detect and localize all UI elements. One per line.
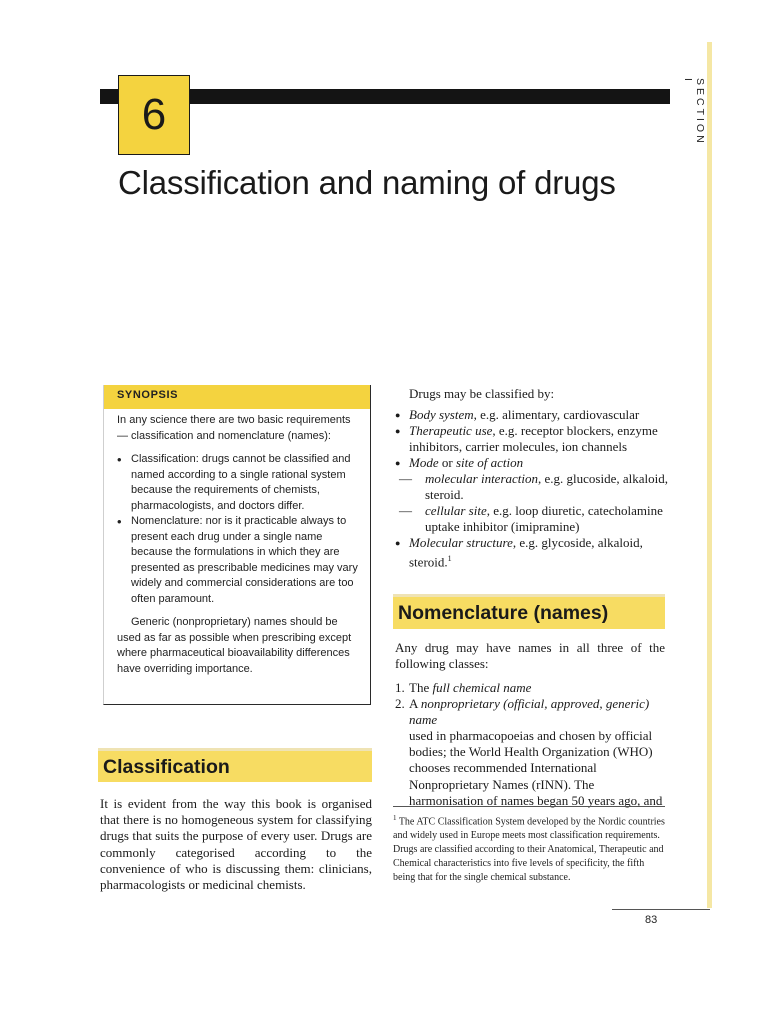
therapeutic-cont: inhibitors, carrier molecules, ion channels xyxy=(409,439,628,454)
nomenclature-intro: Any drug may have names in all three of the following classes: xyxy=(395,640,665,672)
synopsis-box xyxy=(103,385,371,705)
name-class-item-1 xyxy=(395,680,665,696)
synopsis-bullet-nomenclature: • Nomenclature: nor is it practicable always to present each drug under a single name because the formulations in which they are presented as prescribable medicines may vary widely and commercial considerations are too often paramount. xyxy=(117,514,358,607)
item2-label: nonproprietary (official, approved, generic) name xyxy=(409,696,650,728)
item2-prefix: A xyxy=(409,696,421,712)
synopsis-heading: SYNOPSIS xyxy=(104,385,370,409)
site-label: site of action xyxy=(455,455,524,470)
molecular-structure-text: , e.g. glycoside, alkaloid, xyxy=(512,535,643,550)
page-number-rule xyxy=(612,909,710,910)
footnote-divider xyxy=(393,806,665,807)
sub-item-molecular-interaction xyxy=(395,471,670,503)
synopsis-intro: In any science there are two basic requirements — classification and nomenclature (names): xyxy=(117,414,351,442)
nomenclature-heading: Nomenclature (names) xyxy=(393,594,665,629)
synopsis-closing: Generic (nonproprietary) names should be used as far as possible when prescribing except where pharmaceutical bioavailability differences have overriding importance. xyxy=(117,616,352,675)
cellular-site-cont: uptake inhibitor (imipramine) xyxy=(425,519,580,534)
classification-paragraph: It is evident from the way this book is organised that there is no homogeneous system for classifying drugs that suits the purpose of every user. Drugs are commonly categorised according to the convenience of who is discussing them: clinicians, pharmacologists or medicinal chemists. xyxy=(100,796,372,893)
criterion-therapeutic-use xyxy=(395,423,670,455)
classified-by-intro: Drugs may be classified by: xyxy=(409,386,555,401)
body-system-label: Body system xyxy=(409,407,474,422)
molecular-structure-cont: steroid. xyxy=(409,554,448,570)
dash-mark: — xyxy=(399,503,412,518)
mode-label: Mode xyxy=(409,455,439,470)
footnote-text: The ATC Classification System developed by the Nordic countries and widely used in Europe meets most classification requirements. Drugs are classified according to their Anatomical, Therapeutic and Chemical characteristics into five levels of specificity, the fifth being that for the single chemical substance. xyxy=(393,816,665,884)
synopsis-bullet-classification: • Classification: drugs cannot be classified and named according to a single rational system because the requirements of chemists, pharmacologists, and doctors differ. xyxy=(117,452,358,514)
name-classes-list xyxy=(395,680,665,809)
section-side-rule xyxy=(707,42,712,908)
molecular-interaction-label: molecular interaction xyxy=(425,471,539,486)
chapter-number-box: 6 xyxy=(118,75,190,155)
body-system-text: , e.g. alimentary, cardiovascular xyxy=(473,407,640,422)
footnote xyxy=(393,811,667,885)
item1-prefix: The xyxy=(409,680,433,695)
therapeutic-label: Therapeutic use xyxy=(409,423,493,438)
item-number: 2. xyxy=(395,696,405,712)
criterion-molecular-structure xyxy=(395,535,670,570)
page-number: 83 xyxy=(645,914,658,926)
item1-label: full chemical name xyxy=(432,680,532,695)
name-class-item-2 xyxy=(395,696,665,809)
mode-or: or xyxy=(438,455,456,470)
criterion-mode-site xyxy=(395,455,670,471)
classification-criteria-list xyxy=(395,407,670,570)
synopsis-bullets xyxy=(117,452,358,607)
item-number: 1. xyxy=(395,680,405,695)
cellular-site-label: cellular site xyxy=(425,503,487,518)
molecular-interaction-cont: steroid. xyxy=(425,487,464,502)
sub-item-cellular-site xyxy=(395,503,670,535)
criterion-body-system xyxy=(395,407,670,423)
cellular-site-text: , e.g. loop diuretic, catecholamine xyxy=(486,503,663,518)
classification-heading: Classification xyxy=(98,748,372,782)
item2-text: used in pharmacopoeias and chosen by official bodies; the World Health Organization (WHO) chooses recommended International Nonproprietary Names (rINN). The harmonisation of names began 50 years ago, and xyxy=(409,728,663,808)
chapter-title: Classification and naming of drugs xyxy=(118,164,616,201)
footnote-ref: 1 xyxy=(447,554,452,563)
dash-mark: — xyxy=(399,471,412,486)
footnote-marker: 1 xyxy=(393,814,397,822)
therapeutic-text: , e.g. receptor blockers, enzyme xyxy=(492,423,658,438)
section-tab: SECTION I xyxy=(682,78,706,146)
molecular-interaction-text: , e.g. glucoside, alkaloid, xyxy=(538,471,668,486)
molecular-structure-label: Molecular structure xyxy=(409,535,513,550)
